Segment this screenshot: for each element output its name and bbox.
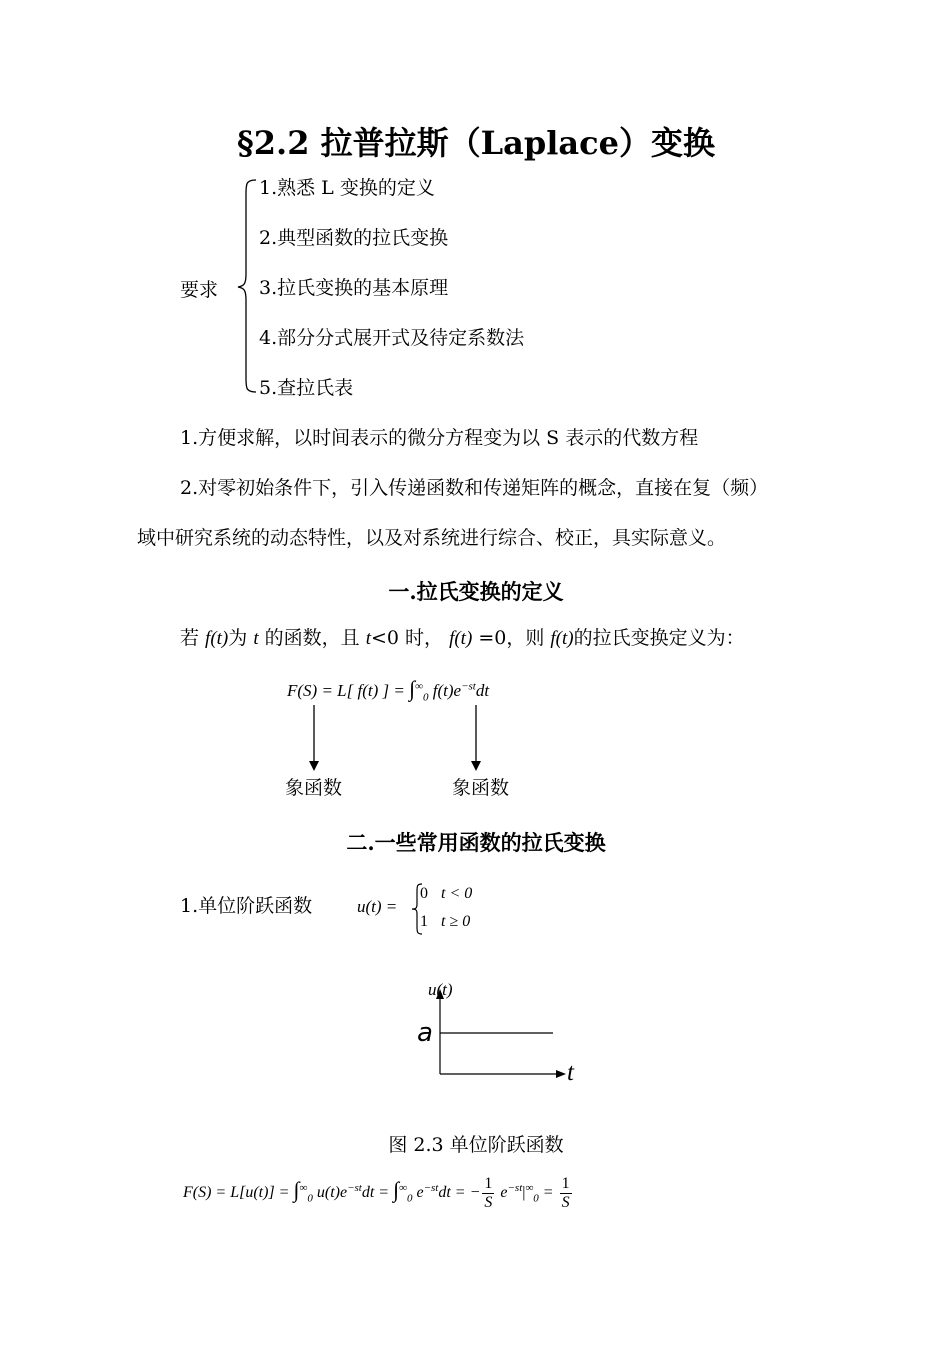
- requirement-item: 3.拉氏变换的基本原理: [259, 277, 449, 299]
- case-1-value: 0: [420, 885, 428, 902]
- purpose-paragraph-2-line2: 域中研究系统的动态特性，以及对系统进行综合、校正，具实际意义。: [137, 527, 727, 549]
- arrow-left-head: [309, 761, 319, 771]
- page-title: §2.2 拉普拉斯（Laplace）变换: [237, 124, 715, 162]
- purpose-paragraph-2-line1: 2.对零初始条件下，引入传递函数和传递矩阵的概念，直接在复（频）: [180, 477, 769, 499]
- section-heading-common-transforms: 二.一些常用函数的拉氏变换: [346, 830, 606, 855]
- requirement-item: 4.部分分式展开式及待定系数法: [259, 327, 525, 349]
- requirements-label: 要求: [180, 279, 219, 301]
- definition-sentence: 若 f(t)为 t 的函数，且 t<0 时， f(t) =0，则 f(t)的拉氏变换定义为：: [180, 627, 745, 649]
- case-1-condition: t < 0: [441, 885, 473, 902]
- curly-brace-icon: [236, 176, 258, 396]
- graph-x-arrowhead: [556, 1070, 566, 1078]
- figure-caption: 图 2.3 单位阶跃函数: [388, 1134, 564, 1156]
- arrow-right-head: [471, 761, 481, 771]
- arrow-label-right: 象函数: [452, 777, 510, 799]
- requirement-item: 5.查拉氏表: [259, 377, 354, 399]
- unit-step-transform-formula: $F(S) = L[u(t)] = \int^\infty_0$ $u(t)e^{-st}dt = \int^\infty_0$ $e^{-st}dt$ = − $\frac{1}{S}$ $e^{-st}|^\infty_0$ = $\frac{1}{S}$: [183, 1175, 570, 1211]
- unit-step-label: 1.单位阶跃函数: [180, 895, 313, 917]
- arrows-diagram: [300, 705, 500, 775]
- case-2-condition: t ≥ 0: [441, 913, 471, 930]
- arrow-label-left: 象函数: [285, 777, 343, 799]
- requirement-item: 1.熟悉 L 变换的定义: [259, 177, 435, 199]
- graph-level-label: a: [417, 1018, 433, 1048]
- unit-step-lhs: u(t) =: [357, 897, 398, 916]
- requirement-item: 2.典型函数的拉氏变换: [259, 227, 449, 249]
- section-heading-definition: 一.拉氏变换的定义: [388, 579, 564, 604]
- laplace-definition-formula: F(S) = L[ f(t) ] = $\int^\infty_0$ $f(t)e^{-st}dt$: [287, 676, 490, 704]
- graph-x-label: t: [567, 1059, 574, 1086]
- graph-y-label: u(t): [428, 980, 453, 999]
- case-2-value: 1: [420, 913, 428, 930]
- purpose-paragraph-1: 1.方便求解，以时间表示的微分方程变为以 S 表示的代数方程: [180, 427, 699, 449]
